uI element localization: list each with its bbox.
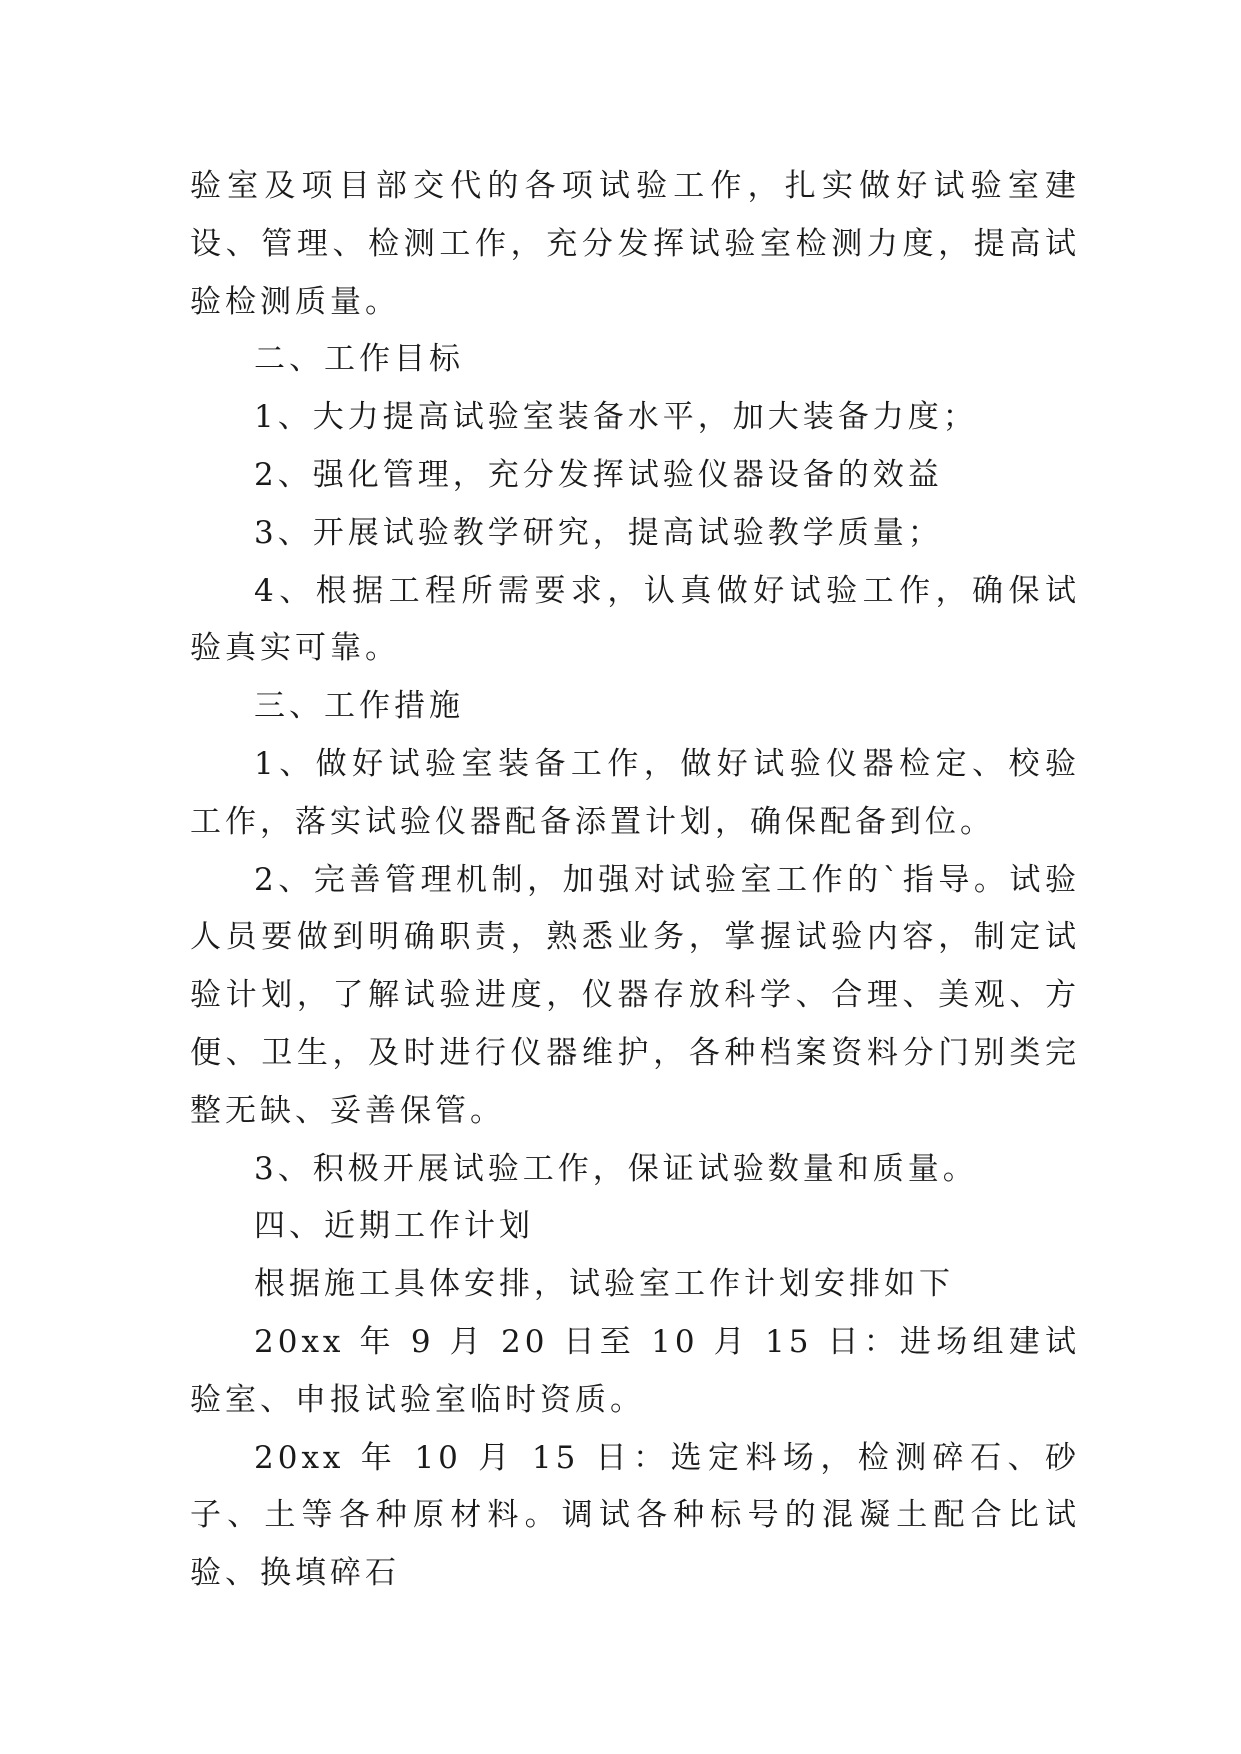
measure-item-2: 2、完善管理机制，加强对试验室工作的`指导。试验人员要做到明确职责，熟悉业务，掌握试验内容，制定试验计划，了解试验进度，仪器存放科学、合理、美观、方便、卫生，及时进行仪器维护，各种档案资料分门别类完整无缺、妥善保管。 [190,861,1080,1129]
measure-item-1: 1、做好试验室装备工作，做好试验仪器检定、校验工作，落实试验仪器配备添置计划，确保配备到位。 [190,745,1080,840]
paragraph-continuation: 验室及项目部交代的各项试验工作，扎实做好试验室建设、管理、检测工作，充分发挥试验室检测力度，提高试验检测质量。 [190,168,1080,320]
plan-item-1: 20xx 年 9 月 20 日至 10 月 15 日：进场组建试验室、申报试验室临时资质。 [190,1323,1080,1418]
section-heading-measures: 三、工作措施 [254,688,464,725]
goal-item-2: 2、强化管理，充分发挥试验仪器设备的效益 [254,456,943,493]
plan-intro: 根据施工具体安排，试验室工作计划安排如下 [254,1266,954,1303]
measure-item-3: 3、积极开展试验工作，保证试验数量和质量。 [254,1150,978,1187]
goal-item-1: 1、大力提高试验室装备水平，加大装备力度； [254,399,978,436]
section-heading-plan: 四、近期工作计划 [254,1208,534,1245]
plan-item-2: 20xx 年 10 月 15 日：选定料场，检测碎石、砂子、土等各种原材料。调试各种标号的混凝土配合比试验、换填碎石 [190,1439,1080,1592]
document-body [190,158,1080,1603]
goal-item-4: 4、根据工程所需要求，认真做好试验工作，确保试验真实可靠。 [190,572,1080,667]
section-heading-goals: 二、工作目标 [254,341,464,378]
goal-item-3: 3、开展试验教学研究，提高试验教学质量； [254,514,943,551]
